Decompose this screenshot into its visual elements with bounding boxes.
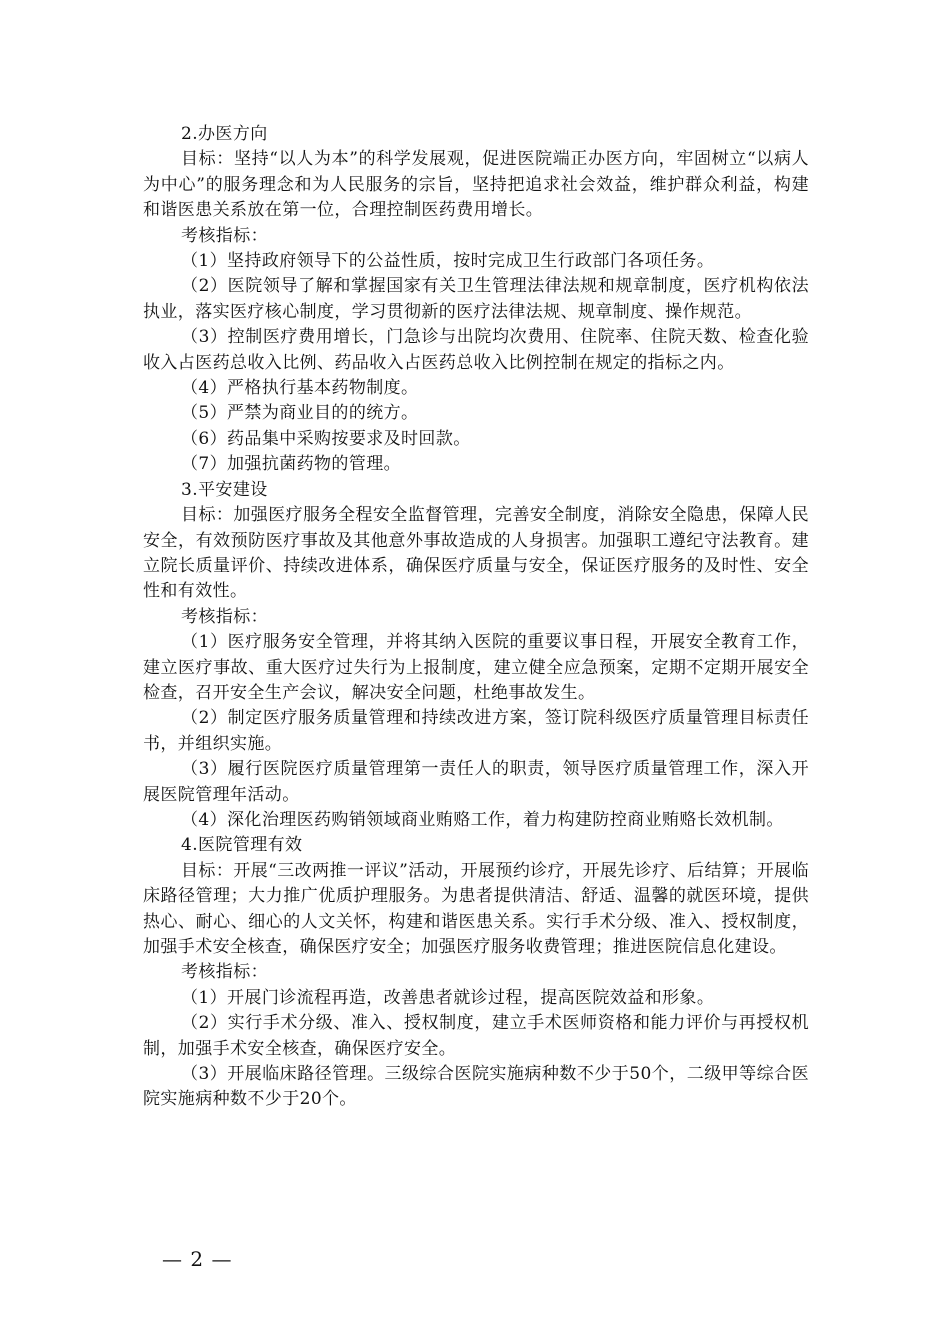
document-body	[143, 122, 809, 1113]
indicator-item: （1）医疗服务安全管理，并将其纳入医院的重要议事日程，开展安全教育工作，建立医疗事故、重大医疗过失行为上报制度，建立健全应急预案，定期不定期开展安全检查，召开安全生产会议，解决安全问题，杜绝事故发生。	[143, 632, 809, 703]
indicator-item: （1）坚持政府领导下的公益性质，按时完成卫生行政部门各项任务。	[181, 251, 715, 272]
section-heading: 4.医院管理有效	[181, 835, 303, 856]
indicator-item: （4）深化治理医药购销领域商业贿赂工作，着力构建防控商业贿赂长效机制。	[181, 809, 784, 830]
indicator-label: 考核指标：	[181, 225, 268, 246]
indicator-item: （6）药品集中采购按要求及时回款。	[181, 428, 471, 449]
section-goal: 目标：坚持“以人为本”的科学发展观，促进医院端正办医方向，牢固树立“以病人为中心”的服务理念和为人民服务的宗旨，坚持把追求社会效益，维护群众利益，构建和谐医患关系放在第一位，合理控制医药费用增长。	[143, 149, 809, 221]
indicator-item: （3）履行医院医疗质量管理第一责任人的职责，领导医疗质量管理工作，深入开展医院管理年活动。	[143, 759, 809, 805]
indicator-item: （2）医院领导了解和掌握国家有关卫生管理法律法规和规章制度，医疗机构依法执业，落实医疗核心制度，学习贯彻新的医疗法律法规、规章制度、操作规范。	[143, 276, 809, 322]
indicator-item: （3）开展临床路径管理。三级综合医院实施病种数不少于50个，二级甲等综合医院实施病种数不少于20个。	[143, 1064, 809, 1110]
page-number: — 2 —	[162, 1247, 233, 1271]
section-goal: 目标：开展“三改两推一评议”活动，开展预约诊疗，开展先诊疗、后结算；开展临床路径管理；大力推广优质护理服务。为患者提供清洁、舒适、温馨的就医环境，提供热心、耐心、细心的人文关怀，构建和谐医患关系。实行手术分级、准入、授权制度，加强手术安全核查，确保医疗安全；加强医疗服务收费管理；推进医院信息化建设。	[143, 860, 809, 957]
section-heading: 3.平安建设	[181, 479, 268, 500]
indicator-item: （2）实行手术分级、准入、授权制度，建立手术医师资格和能力评价与再授权机制，加强手术安全核查，确保医疗安全。	[143, 1013, 809, 1059]
indicator-item: （1）开展门诊流程再造，改善患者就诊过程，提高医院效益和形象。	[181, 987, 715, 1008]
indicator-label: 考核指标：	[181, 962, 268, 983]
indicator-item: （7）加强抗菌药物的管理。	[181, 454, 402, 475]
indicator-item: （3）控制医疗费用增长，门急诊与出院均次费用、住院率、住院天数、检查化验收入占医药总收入比例、药品收入占医药总收入比例控制在规定的指标之内。	[143, 327, 809, 373]
indicator-item: （5）严禁为商业目的的统方。	[181, 403, 419, 424]
indicator-item: （2）制定医疗服务质量管理和持续改进方案，签订院科级医疗质量管理目标责任书，并组织实施。	[143, 708, 809, 754]
indicator-item: （4）严格执行基本药物制度。	[181, 378, 419, 399]
section-goal: 目标：加强医疗服务全程安全监督管理，完善安全制度，消除安全隐患，保障人民安全，有效预防医疗事故及其他意外事故造成的人身损害。加强职工遵纪守法教育。建立院长质量评价、持续改进体系，确保医疗质量与安全，保证医疗服务的及时性、安全性和有效性。	[143, 505, 809, 602]
section-heading: 2.办医方向	[181, 124, 268, 144]
indicator-label: 考核指标：	[181, 606, 268, 627]
